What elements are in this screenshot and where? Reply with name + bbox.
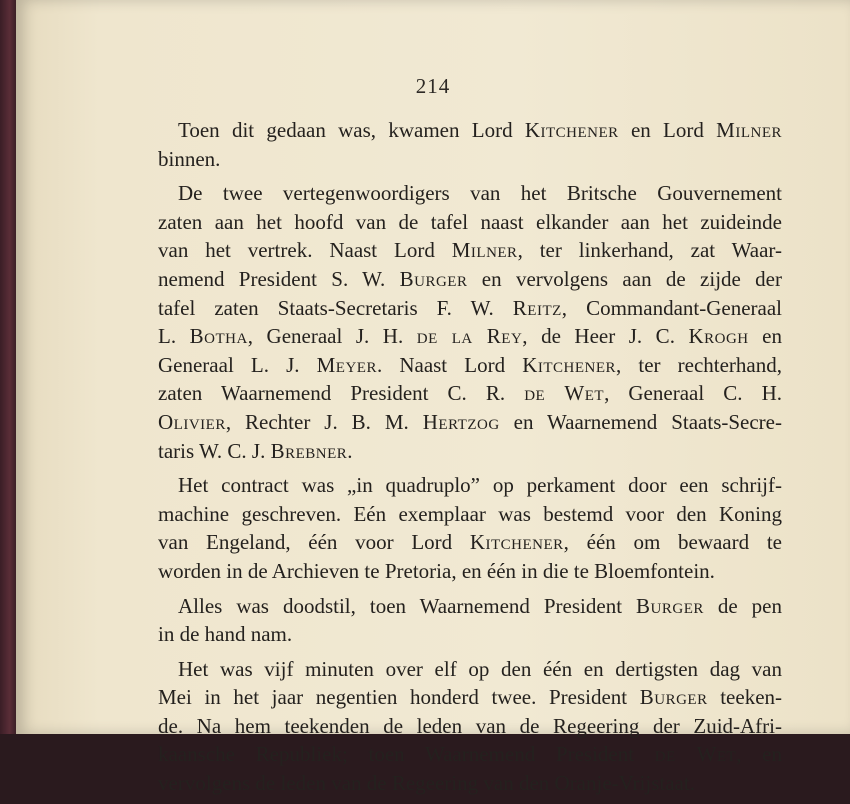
- book-page: [16, 0, 850, 796]
- text-run: , de Heer J. C.: [522, 324, 689, 349]
- text-run: teeken-: [707, 685, 783, 710]
- text-line: [158, 145, 782, 174]
- name-small-caps: de Wet: [654, 742, 737, 767]
- text-run: binnen.: [158, 146, 221, 171]
- text-run: en vervolgens aan de zijde der: [467, 266, 782, 291]
- text-line: [158, 351, 782, 380]
- text-run: nemend President S. W.: [158, 266, 400, 291]
- book-spine-edge: [0, 0, 16, 734]
- text-run: taris W. C. J.: [158, 438, 271, 463]
- text-run: in de hand nam.: [158, 622, 293, 647]
- text-run: Mei in het jaar negentien honderd twee. President: [158, 685, 640, 710]
- text-run: worden in de Archieven te Pretoria, en één in die te Bloemfontein.: [158, 558, 715, 583]
- text-line: [158, 408, 782, 437]
- text-run: en Lord: [618, 118, 717, 142]
- name-small-caps: de la Rey: [416, 324, 523, 349]
- text-line: [158, 655, 782, 684]
- text-run: , Generaal C. H.: [604, 381, 782, 406]
- name-small-caps: Meyer: [316, 352, 377, 377]
- page-number: 214: [415, 74, 451, 98]
- text-run: van Engeland, één voor Lord: [158, 530, 470, 555]
- text-run: de pen: [703, 593, 782, 618]
- name-small-caps: Milner: [716, 118, 782, 142]
- name-small-caps: Kitchener: [469, 530, 564, 555]
- name-small-caps: Kitchener: [522, 352, 617, 377]
- text-line: [158, 769, 782, 798]
- text-line: [158, 620, 782, 649]
- text-run: en Waarnemend Staats-Secre-: [499, 409, 782, 434]
- paragraph: [158, 179, 782, 465]
- body-text: [158, 116, 782, 804]
- text-run: L.: [158, 324, 190, 349]
- text-run: , ter rechterhand,: [616, 352, 782, 377]
- text-line: [158, 592, 782, 621]
- text-line: [158, 471, 782, 500]
- text-run: en: [748, 324, 782, 349]
- paragraph: [158, 471, 782, 585]
- text-run: .: [347, 438, 353, 463]
- text-run: zaten Waarnemend President C. R.: [158, 381, 525, 406]
- text-line: [158, 179, 782, 208]
- text-line: [158, 116, 782, 145]
- text-line: [158, 294, 782, 323]
- text-line: [158, 437, 782, 466]
- text-line: [158, 265, 782, 294]
- name-small-caps: de Wet: [524, 381, 605, 406]
- text-line: [158, 683, 782, 712]
- text-run: zaten aan het hoofd van de tafel naast elkander aan het zuideinde: [158, 209, 782, 234]
- paragraph: [158, 655, 782, 798]
- text-run: tafel zaten Staats-Secretaris F. W.: [158, 295, 513, 320]
- text-run: De twee vertegenwoordigers van het Britsche Gouvernement: [178, 181, 782, 206]
- text-line: [158, 740, 782, 769]
- text-run: , Rechter J. B. M.: [225, 409, 423, 434]
- text-run: , en: [736, 742, 782, 767]
- text-run: , Generaal J. H.: [247, 324, 417, 349]
- text-line: [158, 557, 782, 586]
- text-run: , één om bewaard te: [563, 530, 782, 555]
- text-run: machine geschreven. Eén exemplaar was bestemd voor den Koning: [158, 501, 782, 526]
- text-run: , ter linkerhand, zat Waar-: [517, 238, 782, 263]
- name-small-caps: Burger: [399, 266, 468, 291]
- text-run: , Commandant-Generaal: [561, 295, 782, 320]
- text-line: [158, 500, 782, 529]
- text-run: Generaal L. J.: [158, 352, 317, 377]
- name-small-caps: Brebner: [270, 438, 348, 463]
- text-run: van het vertrek. Naast Lord: [158, 238, 452, 263]
- paragraph: [158, 592, 782, 649]
- name-small-caps: Burger: [639, 685, 708, 710]
- text-run: Het contract was „in quadruplo” op perkament door een schrijf-: [178, 473, 782, 498]
- name-small-caps: Hertzog: [422, 409, 500, 434]
- name-small-caps: Kitchener: [524, 118, 619, 142]
- text-line: [158, 712, 782, 741]
- text-line: [158, 236, 782, 265]
- name-small-caps: Krogh: [688, 324, 749, 349]
- text-line: [158, 208, 782, 237]
- text-run: Het was vijf minuten over elf op den één en dertigsten dag van: [178, 656, 782, 681]
- text-run: kaansche Republiek; toen Waarnemend President: [158, 742, 655, 767]
- name-small-caps: Burger: [636, 593, 704, 618]
- text-line: [158, 528, 782, 557]
- text-run: de. Na hem teekenden de leden van de Regeering der Zuid-Afri-: [158, 713, 782, 738]
- name-small-caps: Botha: [189, 324, 248, 349]
- text-run: vervolgens de leden van de Regeering van den Oranje-Vrijstaat.: [158, 771, 695, 796]
- text-run: Alles was doodstil, toen Waarnemend President: [178, 593, 637, 618]
- name-small-caps: Reitz: [512, 295, 562, 320]
- text-line: [158, 322, 782, 351]
- text-run: Toen dit gedaan was, kwamen Lord: [178, 118, 525, 142]
- name-small-caps: Milner: [451, 238, 518, 263]
- paragraph: [158, 116, 782, 173]
- text-line: [158, 379, 782, 408]
- text-run: . Naast Lord: [376, 352, 523, 377]
- name-small-caps: Olivier: [158, 409, 226, 434]
